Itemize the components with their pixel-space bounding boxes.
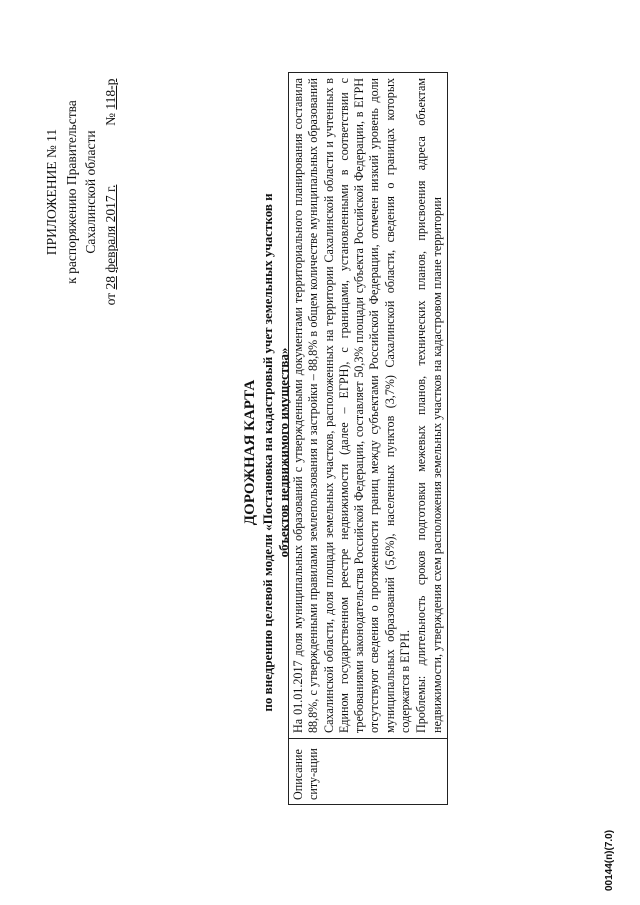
appendix-title: ПРИЛОЖЕНИЕ № 11 (44, 128, 59, 256)
appendix-line-2: Сахалинской области (83, 130, 98, 254)
document-title: ДОРОЖНАЯ КАРТА (242, 379, 258, 526)
number-label: № (102, 112, 118, 126)
form-code: 00144(п)(7.0) (604, 829, 615, 891)
subtitle-line-1: по внедрению целевой модели «Постановка на кадастровый учет земельных участков и (260, 193, 275, 712)
table-row (289, 73, 448, 805)
appendix-block (42, 27, 120, 357)
date-month-year: февраля 2017 г. (102, 184, 118, 273)
subtitle-line-2: объектов недвижимого имущества» (276, 347, 291, 558)
situation-paragraph: На 01.01.2017 доля муниципальных образований с утвержденными документами территориального планирования составила 88,8%, с утвержденными правилами землепользования и застройки – 88,8% в общем количестве муниципальных образований Сахалинской области, доля площади земельных участков, расположенных на территории Сахалинской области и учтенных в Едином государственном реестре недвижимости (далее – ЕГРН), с границами, установленными в соответствии с требованиями законодательства Российской Федерации, составляет 50,3% площади субъекта Российской Федерации, в ЕГРН отсутствуют сведения о протяженности границ между субъектами Российской Федерации, отмечен низкий уровень доли муниципальных образований (5,6%), населенных пунктов (3,7%) Сахалинской области, сведения о границах которых содержатся в ЕГРН. (291, 78, 413, 733)
row-label: Описание ситу-ации (291, 748, 321, 800)
appendix-line-1: к распоряжению Правительства (63, 100, 79, 284)
problems-paragraph: Проблемы: длительность сроков подготовки межевых планов, технических планов, присвоения адреса объектам недвижимости, утверждения схем расположения земельных участков на кадастровом плане территории (414, 78, 444, 733)
number-value: 118-р (102, 78, 118, 110)
date-from-label: от (102, 292, 118, 306)
row-label-cell (289, 739, 448, 805)
situation-table (288, 72, 448, 805)
document-heading (240, 95, 292, 810)
appendix-date-line (101, 27, 121, 357)
date-day: 28 (102, 276, 118, 290)
row-content-cell (289, 73, 448, 739)
